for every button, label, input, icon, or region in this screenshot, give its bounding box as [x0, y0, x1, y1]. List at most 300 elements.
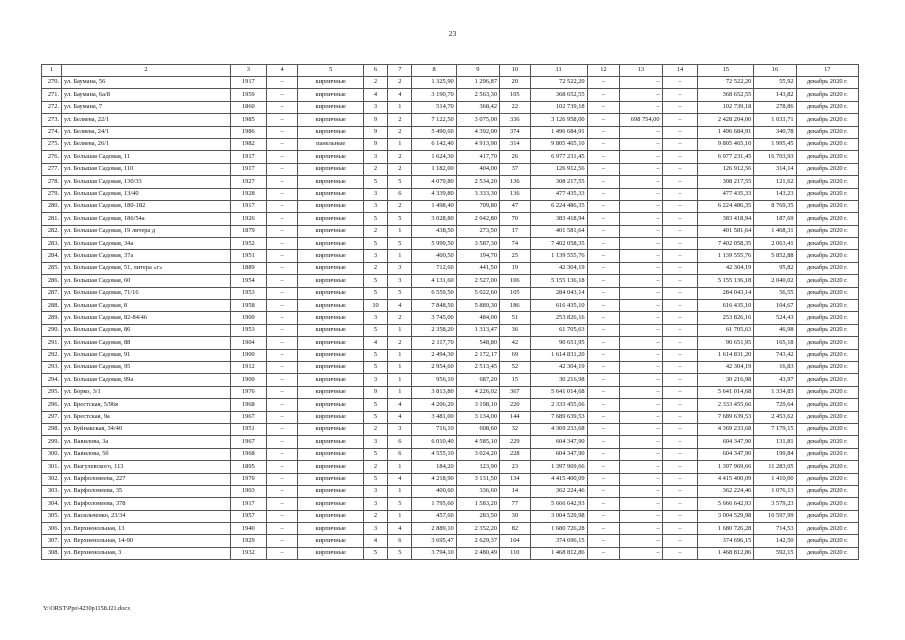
table-cell: 4 369 233,68 — [698, 423, 754, 435]
table-cell: 2 — [363, 77, 387, 89]
table-cell: 299. — [42, 436, 62, 448]
table-cell: – — [266, 238, 298, 250]
table-cell: – — [587, 188, 620, 200]
table-cell: 42 304,19 — [530, 262, 587, 274]
table-cell: – — [266, 411, 298, 423]
table-cell: 3 — [363, 498, 387, 510]
table-row — [42, 485, 859, 497]
table-cell: 293. — [42, 361, 62, 373]
table-cell: 3 126 958,00 — [530, 114, 587, 126]
table-cell: 295. — [42, 386, 62, 398]
table-cell: – — [620, 448, 662, 460]
table-cell: – — [662, 374, 698, 386]
table-cell: 743,42 — [754, 349, 796, 361]
table-cell: – — [662, 89, 698, 101]
table-cell: кирпичные — [298, 461, 363, 473]
table-cell: 1 — [388, 101, 412, 113]
table-cell: 1900 — [230, 349, 266, 361]
table-cell: – — [662, 275, 698, 287]
table-cell: – — [620, 163, 662, 175]
table-cell: – — [266, 126, 298, 138]
table-cell: 3 — [363, 188, 387, 200]
table-cell: – — [662, 535, 698, 547]
table-row — [42, 374, 859, 386]
table-cell: 1940 — [230, 523, 266, 535]
table-cell: 1 468 812,86 — [698, 547, 754, 559]
table-cell: 142,50 — [754, 535, 796, 547]
table-cell: 1 — [388, 374, 412, 386]
table-cell: 3 587,30 — [456, 238, 499, 250]
table-cell: 2 — [388, 312, 412, 324]
table-cell: 126 912,56 — [530, 163, 587, 175]
table-cell: ул. Большая Садовая, 34а — [62, 238, 231, 250]
table-cell: 2 042,80 — [456, 213, 499, 225]
table-cell: кирпичные — [298, 200, 363, 212]
table-cell: 5 — [388, 238, 412, 250]
table-cell: кирпичные — [298, 213, 363, 225]
table-cell: ул. Варфоломеева, 378 — [62, 498, 231, 510]
table-cell: 7 179,15 — [754, 423, 796, 435]
table-cell: 1 496 684,91 — [530, 126, 587, 138]
table-cell: 6 — [388, 448, 412, 460]
table-cell: 74 — [500, 238, 531, 250]
table-cell: – — [587, 498, 620, 510]
table-cell: 374 696,15 — [698, 535, 754, 547]
table-cell: 95,82 — [754, 262, 796, 274]
table-cell: кирпичные — [298, 77, 363, 89]
table-cell: – — [266, 77, 298, 89]
table-cell: 61 705,63 — [698, 324, 754, 336]
table-cell: – — [266, 461, 298, 473]
table-row — [42, 411, 859, 423]
table-cell: кирпичные — [298, 448, 363, 460]
table-cell: 3 — [363, 101, 387, 113]
table-cell: 8 769,35 — [754, 200, 796, 212]
table-cell: 30 216,98 — [698, 374, 754, 386]
table-row — [42, 176, 859, 188]
table-cell: – — [266, 312, 298, 324]
table-cell: 1 614 831,20 — [698, 349, 754, 361]
table-row — [42, 535, 859, 547]
table-cell: 4 392,00 — [456, 126, 499, 138]
table-cell: 2 — [363, 262, 387, 274]
table-cell: 1952 — [230, 238, 266, 250]
table-cell: 4 131,60 — [412, 275, 456, 287]
table-cell: 3 — [363, 151, 387, 163]
table-cell: 123,90 — [456, 461, 499, 473]
table-cell: – — [587, 361, 620, 373]
table-cell: 956,10 — [412, 374, 456, 386]
table-cell: 457,60 — [412, 510, 456, 522]
table-cell: – — [620, 275, 662, 287]
table-cell: – — [662, 238, 698, 250]
table-cell: – — [662, 126, 698, 138]
table-cell: 3 333,30 — [456, 188, 499, 200]
table-cell: – — [266, 386, 298, 398]
table-cell: 5 — [363, 448, 387, 460]
table-cell: кирпичные — [298, 176, 363, 188]
table-cell: 1932 — [230, 547, 266, 559]
table-cell: 1 — [388, 461, 412, 473]
table-cell: – — [266, 349, 298, 361]
table-cell: 1 496 684,91 — [698, 126, 754, 138]
table-cell: кирпичные — [298, 126, 363, 138]
table-cell: 4 913,90 — [456, 138, 499, 150]
table-cell: – — [620, 473, 662, 485]
table-cell: 1986 — [230, 126, 266, 138]
table-cell: 1967 — [230, 411, 266, 423]
table-cell: 340,78 — [754, 126, 796, 138]
table-cell: – — [587, 411, 620, 423]
table-cell: 5 — [388, 547, 412, 559]
table-cell: 2 — [363, 163, 387, 175]
table-cell: ул. Большая Садовая, 8 — [62, 300, 231, 312]
table-cell: 3 — [363, 436, 387, 448]
table-cell: 5 852,88 — [754, 250, 796, 262]
table-cell: кирпичные — [298, 287, 363, 299]
table-cell: ул. Брестская, 9а — [62, 411, 231, 423]
table-cell: – — [620, 213, 662, 225]
table-cell: 5 889,30 — [456, 300, 499, 312]
table-cell: 1 — [388, 485, 412, 497]
table-cell: 524,43 — [754, 312, 796, 324]
table-cell: – — [620, 151, 662, 163]
table-cell: – — [266, 89, 298, 101]
table-cell: 604 347,90 — [530, 448, 587, 460]
table-cell: ул. Баумана, 6а/8 — [62, 89, 231, 101]
table-cell: декабрь 2020 г. — [796, 349, 858, 361]
table-cell: 4 415 400,09 — [530, 473, 587, 485]
table-cell: 3 794,10 — [412, 547, 456, 559]
column-number-cell: 15 — [698, 65, 754, 77]
table-cell: 2 954,60 — [412, 361, 456, 373]
table-cell: – — [662, 473, 698, 485]
table-cell: 3 198,10 — [456, 399, 499, 411]
table-cell: – — [662, 225, 698, 237]
table-cell: ул. Большая Садовая, 19 литера д — [62, 225, 231, 237]
table-cell: 2 — [388, 114, 412, 126]
table-cell: – — [662, 448, 698, 460]
table-cell: 301. — [42, 461, 62, 473]
table-cell: 37 — [500, 163, 531, 175]
table-cell: – — [266, 213, 298, 225]
table-cell: 1917 — [230, 200, 266, 212]
table-row — [42, 287, 859, 299]
table-cell: 1903 — [230, 485, 266, 497]
table-cell: 69 — [500, 349, 531, 361]
table-row — [42, 473, 859, 485]
table-cell: 277. — [42, 163, 62, 175]
table-cell: 143,82 — [754, 89, 796, 101]
table-cell: 5 — [363, 238, 387, 250]
table-cell: 4 369 233,68 — [530, 423, 587, 435]
table-cell: 42 304,19 — [530, 361, 587, 373]
table-cell: 604 347,90 — [530, 436, 587, 448]
table-cell: 220 — [500, 399, 531, 411]
table-cell: ул. Вавилова, 3а — [62, 436, 231, 448]
table-cell: 1 995,45 — [754, 138, 796, 150]
table-cell: кирпичные — [298, 485, 363, 497]
table-cell: – — [662, 337, 698, 349]
table-cell: 2 563,30 — [456, 89, 499, 101]
table-row — [42, 188, 859, 200]
table-cell: – — [620, 399, 662, 411]
table-cell: ул. Беляева, 26/1 — [62, 138, 231, 150]
table-cell: 1 410,00 — [754, 473, 796, 485]
column-number-row — [42, 65, 859, 77]
table-cell: 1 680 726,28 — [530, 523, 587, 535]
table-cell: – — [620, 225, 662, 237]
table-cell: 51 — [500, 312, 531, 324]
table-cell: 72 522,20 — [530, 77, 587, 89]
table-cell: 7 689 639,53 — [698, 411, 754, 423]
table-cell: ул. Большая Садовая, 88 — [62, 337, 231, 349]
table-cell: 4 — [388, 523, 412, 535]
column-number-cell: 4 — [266, 65, 298, 77]
table-cell: – — [587, 547, 620, 559]
table-cell: 1951 — [230, 423, 266, 435]
table-cell: 16 703,93 — [754, 151, 796, 163]
table-cell: 5 — [363, 287, 387, 299]
table-cell: 6 977 231,45 — [698, 151, 754, 163]
table-cell: – — [620, 361, 662, 373]
table-cell: 712,60 — [412, 262, 456, 274]
table-cell: декабрь 2020 г. — [796, 535, 858, 547]
table-cell: 284. — [42, 250, 62, 262]
table-cell: 102 739,18 — [698, 101, 754, 113]
table-cell: 4 — [363, 337, 387, 349]
table-cell: 1879 — [230, 225, 266, 237]
table-cell: – — [620, 250, 662, 262]
table-cell: 4 079,80 — [412, 176, 456, 188]
table-cell: декабрь 2020 г. — [796, 89, 858, 101]
table-cell: – — [620, 411, 662, 423]
table-row — [42, 213, 859, 225]
table-cell: 1 — [388, 349, 412, 361]
table-cell: – — [662, 176, 698, 188]
table-cell: 283. — [42, 238, 62, 250]
table-cell: 136 — [500, 176, 531, 188]
table-cell: 3 695,47 — [412, 535, 456, 547]
table-cell: 300. — [42, 448, 62, 460]
table-cell: 1 397 969,66 — [530, 461, 587, 473]
table-cell: 32 — [500, 423, 531, 435]
table-cell: декабрь 2020 г. — [796, 138, 858, 150]
column-number-cell: 11 — [530, 65, 587, 77]
table-cell: 70 — [500, 213, 531, 225]
table-cell: ул. Большая Садовая, 11 — [62, 151, 231, 163]
table-row — [42, 523, 859, 535]
column-number-cell: 9 — [456, 65, 499, 77]
table-cell: 2 — [363, 423, 387, 435]
table-cell: декабрь 2020 г. — [796, 250, 858, 262]
table-cell: 302. — [42, 473, 62, 485]
table-cell: 303. — [42, 485, 62, 497]
table-cell: 5 — [363, 213, 387, 225]
table-cell: декабрь 2020 г. — [796, 238, 858, 250]
column-number-cell: 5 — [298, 65, 363, 77]
table-cell: 275. — [42, 138, 62, 150]
table-cell: панельные — [298, 138, 363, 150]
table-cell: 121,62 — [754, 176, 796, 188]
table-cell: 279. — [42, 188, 62, 200]
table-cell: 46,98 — [754, 324, 796, 336]
table-cell: кирпичные — [298, 361, 363, 373]
table-cell: – — [620, 176, 662, 188]
table-cell: 6 010,40 — [412, 436, 456, 448]
column-number-cell: 7 — [388, 65, 412, 77]
table-cell: 3 004 529,98 — [530, 510, 587, 522]
column-number-cell: 2 — [62, 65, 231, 77]
table-cell: кирпичные — [298, 312, 363, 324]
table-cell: 1957 — [230, 510, 266, 522]
table-cell: – — [266, 448, 298, 460]
table-cell: – — [266, 436, 298, 448]
table-cell: декабрь 2020 г. — [796, 461, 858, 473]
table-cell: 336 — [500, 114, 531, 126]
table-cell: – — [266, 151, 298, 163]
table-cell: – — [620, 287, 662, 299]
table-cell: 297. — [42, 411, 62, 423]
table-cell: – — [266, 200, 298, 212]
table-cell: 274. — [42, 126, 62, 138]
table-row — [42, 300, 859, 312]
table-cell: 273,50 — [456, 225, 499, 237]
table-cell: ул. Большая Садовая, 180-182 — [62, 200, 231, 212]
table-cell: кирпичные — [298, 547, 363, 559]
table-cell: декабрь 2020 г. — [796, 423, 858, 435]
table-cell: – — [266, 176, 298, 188]
table-cell: 131,81 — [754, 436, 796, 448]
table-cell: 441,50 — [456, 262, 499, 274]
table-cell: 2 527,00 — [456, 275, 499, 287]
table-cell: 3 — [363, 200, 387, 212]
table-cell: 1976 — [230, 386, 266, 398]
table-cell: – — [266, 324, 298, 336]
table-cell: 2 — [363, 461, 387, 473]
table-cell: 291. — [42, 337, 62, 349]
table-cell: 5 155 136,18 — [530, 275, 587, 287]
table-cell: 1970 — [230, 473, 266, 485]
table-cell: – — [620, 535, 662, 547]
table-row — [42, 151, 859, 163]
table-row — [42, 238, 859, 250]
table-cell: 5 — [363, 473, 387, 485]
table-body — [42, 65, 859, 560]
table-cell: 3 131,50 — [456, 473, 499, 485]
table-cell: декабрь 2020 г. — [796, 163, 858, 175]
table-cell: ул. Большая Садовая, 130/33 — [62, 176, 231, 188]
table-cell: 104,67 — [754, 300, 796, 312]
table-cell: 2 513,45 — [456, 361, 499, 373]
table-cell: 2 117,70 — [412, 337, 456, 349]
table-row — [42, 547, 859, 559]
table-cell: – — [587, 324, 620, 336]
table-cell: декабрь 2020 г. — [796, 498, 858, 510]
table-cell: – — [587, 114, 620, 126]
table-cell: – — [662, 349, 698, 361]
table-cell: кирпичные — [298, 250, 363, 262]
table-cell: ул. Баумана, 56 — [62, 77, 231, 89]
table-cell: – — [266, 287, 298, 299]
table-cell: 9 805 465,10 — [530, 138, 587, 150]
table-cell: декабрь 2020 г. — [796, 361, 858, 373]
table-cell: 9 — [363, 126, 387, 138]
table-cell: 281. — [42, 213, 62, 225]
table-cell: 1 583,20 — [456, 498, 499, 510]
table-cell: 16,83 — [754, 361, 796, 373]
table-cell: 1 — [388, 386, 412, 398]
table-cell: 1 680 726,28 — [698, 523, 754, 535]
table-cell: – — [266, 114, 298, 126]
table-cell: – — [662, 163, 698, 175]
table-cell: 3 — [363, 523, 387, 535]
table-cell: – — [587, 374, 620, 386]
table-cell: 3 190,70 — [412, 89, 456, 101]
table-cell: 374 — [500, 126, 531, 138]
table-cell: 5 — [388, 213, 412, 225]
table-cell: кирпичные — [298, 411, 363, 423]
table-cell: 271. — [42, 89, 62, 101]
table-cell: 368 652,55 — [698, 89, 754, 101]
table-cell: 4 226,02 — [456, 386, 499, 398]
column-number-cell: 10 — [500, 65, 531, 77]
table-cell: ул. Большая Садовая, 60 — [62, 275, 231, 287]
table-cell: ул. Большая Садовая, 110 — [62, 163, 231, 175]
column-number-cell: 14 — [662, 65, 698, 77]
table-cell: – — [266, 423, 298, 435]
table-cell: – — [620, 300, 662, 312]
table-cell: 43,97 — [754, 374, 796, 386]
table-cell: 308 217,55 — [530, 176, 587, 188]
table-cell: – — [662, 300, 698, 312]
table-cell: 484,00 — [456, 312, 499, 324]
column-number-cell: 17 — [796, 65, 858, 77]
table-cell: 25 — [500, 250, 531, 262]
table-cell: 1912 — [230, 361, 266, 373]
table-cell: 5 641 014,68 — [698, 386, 754, 398]
table-cell: – — [587, 262, 620, 274]
table-cell: 2 889,10 — [412, 523, 456, 535]
table-cell: – — [587, 523, 620, 535]
table-cell: 276. — [42, 151, 62, 163]
table-cell: 1917 — [230, 498, 266, 510]
table-cell: 284 043,14 — [530, 287, 587, 299]
table-row — [42, 126, 859, 138]
table-cell: декабрь 2020 г. — [796, 399, 858, 411]
table-cell: 42 304,19 — [698, 262, 754, 274]
table-cell: – — [587, 151, 620, 163]
table-cell: 2 — [388, 77, 412, 89]
table-cell: 4 — [388, 411, 412, 423]
table-cell: – — [587, 349, 620, 361]
table-cell: ул. Большая Садовая, 37а — [62, 250, 231, 262]
table-cell: 1 624,30 — [412, 151, 456, 163]
table-cell: 6 224 486,35 — [530, 200, 587, 212]
table-cell: ул. Васильченко, 23/34 — [62, 510, 231, 522]
table-cell: ул. Беляева, 22/1 — [62, 114, 231, 126]
table-cell: декабрь 2020 г. — [796, 188, 858, 200]
table-cell: кирпичные — [298, 386, 363, 398]
table-cell: – — [266, 523, 298, 535]
table-cell: 1917 — [230, 77, 266, 89]
table-cell: 278. — [42, 176, 62, 188]
table-cell: 288. — [42, 300, 62, 312]
table-cell: 305. — [42, 510, 62, 522]
table-cell: 604 347,90 — [698, 448, 754, 460]
table-cell: 104 — [500, 535, 531, 547]
table-cell: 608,60 — [456, 423, 499, 435]
